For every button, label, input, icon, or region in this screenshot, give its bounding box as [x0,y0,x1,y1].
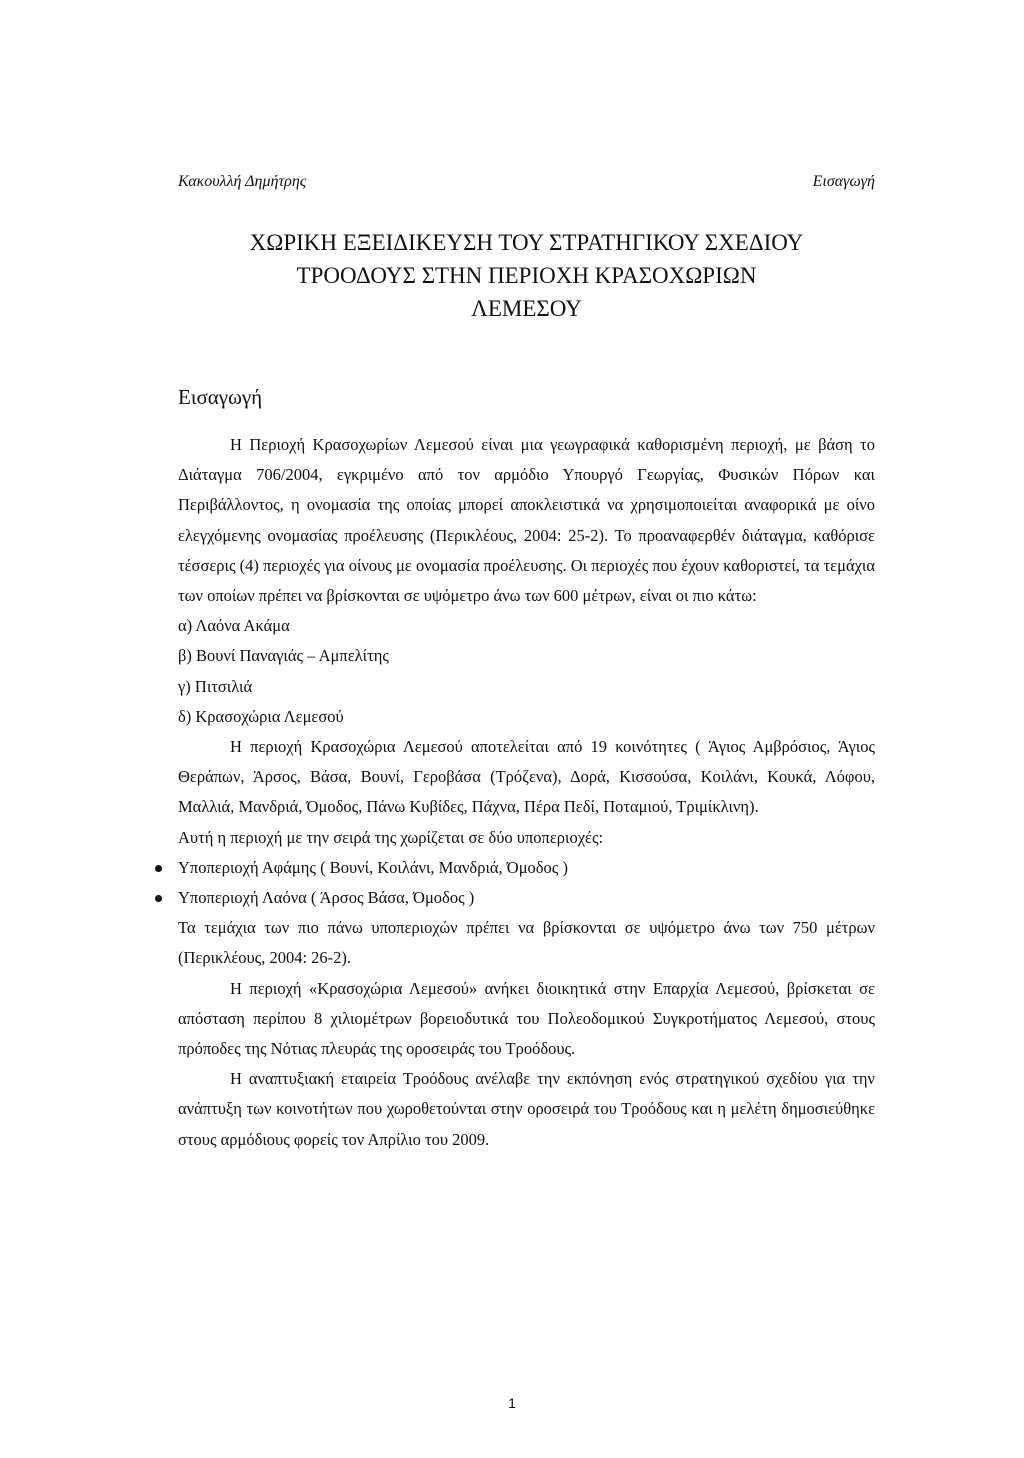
bullet-icon [155,865,162,872]
title-line-3: ΛΕΜΕΣΟΥ [471,296,582,321]
bullet-item [178,853,875,883]
bullet-item [178,883,875,913]
paragraph-subregions-intro: Αυτή η περιοχή με την σειρά της χωρίζεται σε δύο υποπεριοχές: [178,827,604,847]
paragraph-communities: Η περιοχή Κρασοχώρια Λεμεσού αποτελείται από 19 κοινότητες ( Άγιος Αμβρόσιος, Άγιος Θεράπων, Άρσος, Βάσα, Βουνί, Γεροβάσα (Τρόζενα), Δορά, Κισσούσα, Κοιλάνι, Κουκά, Λόφου, Μαλλιά, Μανδριά, Όμοδος, Πάνω Κυβίδες, Πάχνα, Πέρα Πεδί, Ποταμιού, Τριμίκλινη). [178,737,875,817]
region-list [178,611,875,732]
paragraph-altitude: Τα τεμάχια των πιο πάνω υποπεριοχών πρέπει να βρίσκονται σε υψόμετρο άνω των 750 μέτρων (Περικλέους, 2004: 26-2). [178,918,875,968]
paragraph-location: Η περιοχή «Κρασοχώρια Λεμεσού» ανήκει διοικητικά στην Επαρχία Λεμεσού, βρίσκεται σε απόσταση περίπου 8 χιλιομέτρων βορειοδυτικά του Πολεοδομικού Συγκροτήματος Λεμεσού, στους πρόποδες της Νότιας πλευράς της οροσειράς του Τροόδους. [178,978,875,1059]
running-header [178,172,875,192]
list-item: α) Λαόνα Ακάμα [178,616,290,636]
title-line-2: ΤΡΟΟΔΟΥΣ ΣΤΗΝ ΠΕΡΙΟΧΗ ΚΡΑΣΟΧΩΡΙΩΝ [296,263,757,288]
subregion-bullet-list [178,853,875,913]
header-author: Κακουλλή Δημήτρης [178,173,307,190]
paragraph-development: Η αναπτυξιακή εταιρεία Τροόδους ανέλαβε την εκπόνηση ενός στρατηγικού σχεδίου για την ανάπτυξη των κοινοτήτων που χωροθετούνται στην οροσειρά του Τροόδους και η μελέτη δημοσιεύθηκε στους αρμόδιους φορείς τον Απρίλιο του 2009. [178,1069,875,1149]
document-title [178,226,875,325]
paragraph-intro: Η Περιοχή Κρασοχωρίων Λεμεσού είναι μια γεωγραφικά καθορισμένη περιοχή, με βάση το Διάταγμα 706/2004, εγκριμένο από τον αρμόδιο Υπουργό Γεωργίας, Φυσικών Πόρων και Περιβάλλοντος, η ονομασία της οποίας μπορεί αποκλειστικά να χρησιμοποιείται αναφορικά με οίνο ελεγχόμενης ονομασίας προέλευσης (Περικλέους, 2004: 25-2). Το προαναφερθέν διάταγμα, καθόρισε τέσσερις (4) περιοχές για οίνους με ονομασία προέλευσης. Οι περιοχές που έχουν καθοριστεί, τα τεμάχια των οποίων πρέπει να βρίσκονται σε υψόμετρο άνω των 600 μέτρων, είναι οι πιο κάτω: [178,435,875,606]
title-line-1: ΧΩΡΙΚΗ ΕΞΕΙΔΙΚΕΥΣΗ ΤΟΥ ΣΤΡΑΤΗΓΙΚΟΥ ΣΧΕΔΙΟΥ [249,230,804,255]
list-item: δ) Κρασοχώρια Λεμεσού [178,706,344,726]
header-section: Εισαγωγή [812,173,875,190]
page-number: 1 [508,1395,516,1411]
bullet-text: Υποπεριοχή Λαόνα ( Άρσος Βάσα, Όμοδος ) [178,888,475,908]
bullet-text: Υποπεριοχή Αφάμης ( Βουνί, Κοιλάνι, Μανδριά, Όμοδος ) [178,857,568,877]
list-item: γ) Πιτσιλιά [178,676,253,696]
list-item: β) Βουνί Παναγιάς – Αμπελίτης [178,646,389,666]
bullet-icon [155,895,162,902]
section-heading: Εισαγωγή [178,385,263,409]
body-text [178,430,875,1155]
